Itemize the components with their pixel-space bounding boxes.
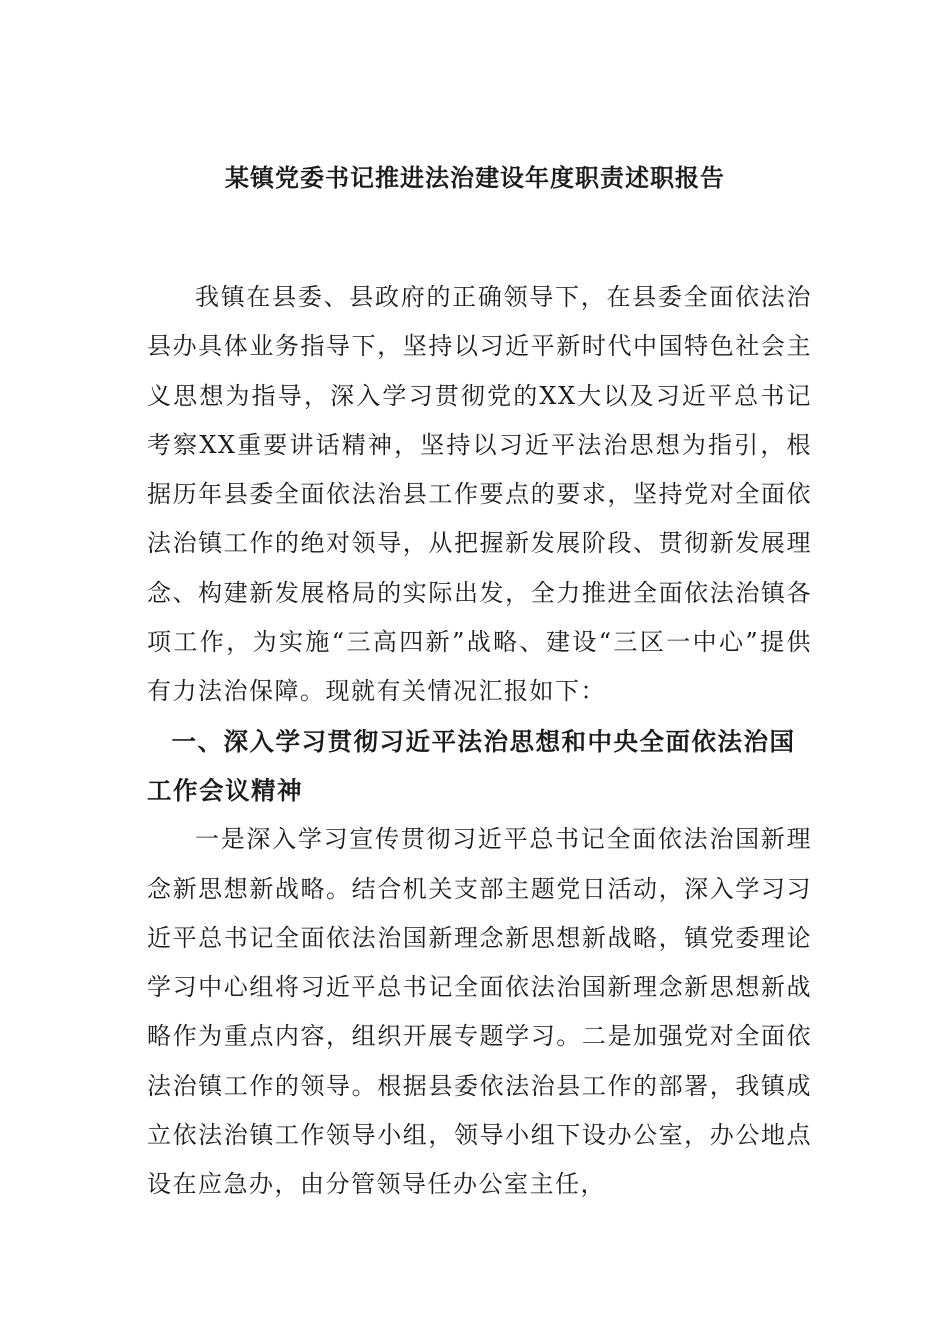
document-body — [147, 273, 812, 1210]
section-heading-1: 一、深入学习贯彻习近平法治思想和中央全面依法治国工作会议精神 — [147, 726, 796, 805]
document-title: 某镇党委书记推进法治建设年度职责述职报告 — [225, 163, 725, 192]
body-paragraph-section-1: 一是深入学习宣传贯彻习近平总书记全面依法治国新理念新思想新战略。结合机关支部主题党日活动，深入学习习近平总书记全面依法治国新理念新思想新战略，镇党委理论学习中心组将习近平总书记全面依法治国新理念新思想新战略作为重点内容，组织开展专题学习。二是加强党对全面依法治镇工作的领导。根据县委依法治县工作的部署，我镇成立依法治镇工作领导小组，领导小组下设办公室，办公地点设在应急办，由分管领导任办公室主任， — [147, 825, 812, 1199]
body-paragraph-intro: 我镇在县委、县政府的正确领导下，在县委全面依法治县办具体业务指导下，坚持以习近平新时代中国特色社会主义思想为指导，深入学习贯彻党的XX大以及习近平总书记考察XX重要讲话精神，坚持以习近平法治思想为指引，根据历年县委全面依法治县工作要点的要求，坚持党对全面依法治镇工作的绝对领导，从把握新发展阶段、贯彻新发展理念、构建新发展格局的实际出发，全力推进全面依法治镇各项工作，为实施“三高四新”战略、建设“三区一中心”提供有力法治保障。现就有关情况汇报如下： — [147, 283, 812, 706]
